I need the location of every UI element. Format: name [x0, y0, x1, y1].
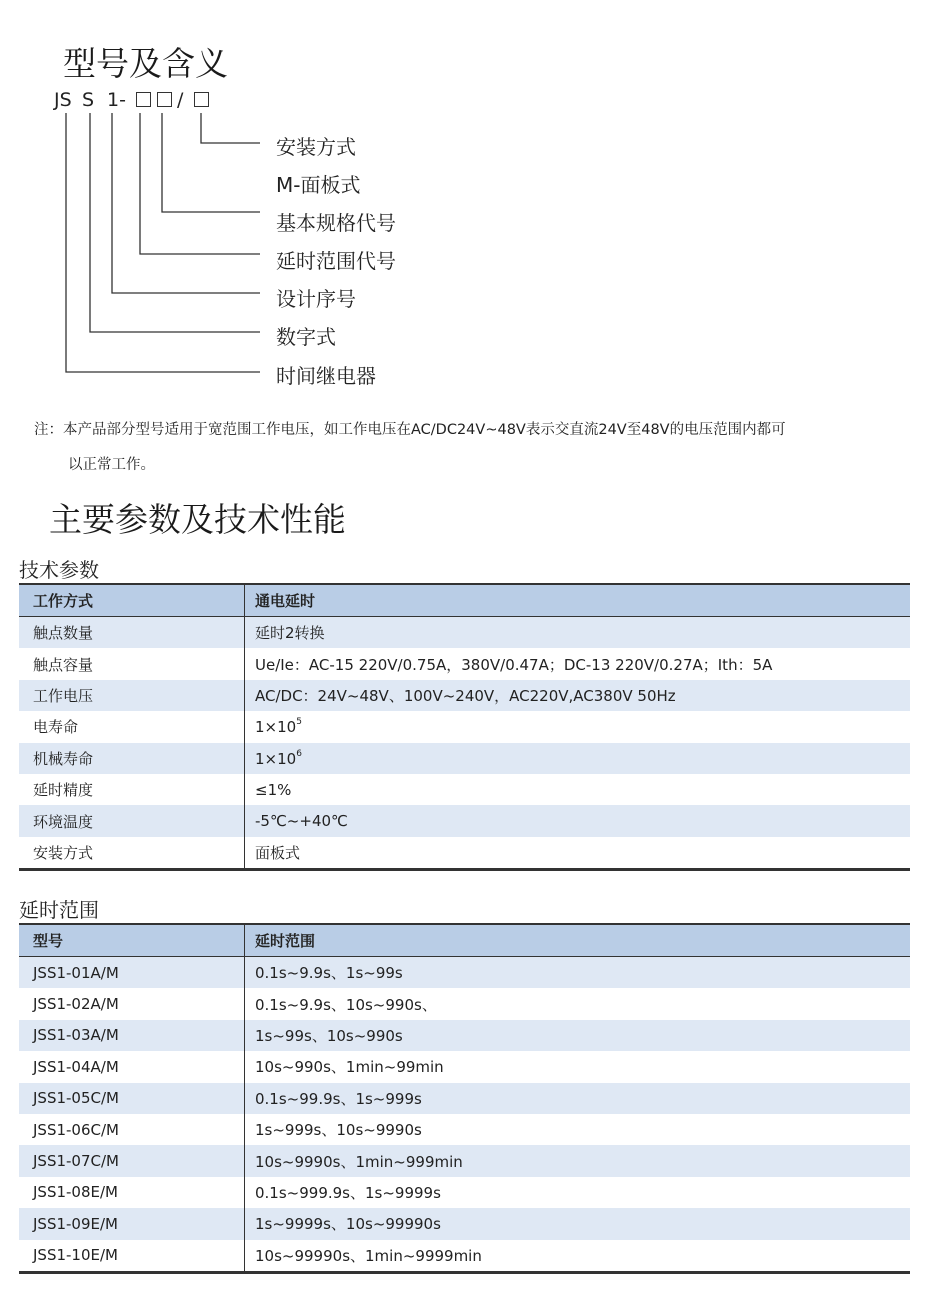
range-cell: 0.1s~9.9s、10s~990s、	[255, 995, 437, 1014]
table-row	[19, 805, 910, 836]
header-cell: 型号	[19, 924, 245, 957]
model-cell: JSS1-04A/M	[19, 1051, 245, 1082]
model-cell: JSS1-01A/M	[19, 957, 245, 989]
model-meaning-connector-lines	[0, 0, 930, 400]
param-value: -5℃~+40℃	[245, 805, 911, 836]
delay-range-heading: 延时范围	[19, 898, 99, 922]
param-value	[245, 743, 911, 774]
range-cell: 1s~999s、10s~9990s	[255, 1121, 422, 1140]
table-row	[19, 988, 910, 1019]
table-header-row	[19, 584, 910, 617]
header-cell: 延时范围	[245, 924, 911, 957]
table-row	[19, 1114, 910, 1145]
param-name: 电寿命	[19, 711, 245, 742]
param-name: 工作电压	[19, 680, 245, 711]
param-value: Ue/Ie：AC-15 220V/0.75A，380V/0.47A；DC-13 220V/0.27A；Ith：5A	[255, 655, 773, 674]
param-value	[245, 711, 911, 742]
note-line-1: 注：本产品部分型号适用于宽范围工作电压，如工作电压在AC/DC24V~48V表示交直流24V至48V的电压范围内都可	[34, 422, 786, 438]
range-cell: 10s~99990s、1min~9999min	[245, 1240, 911, 1272]
header-cell: 工作方式	[19, 584, 245, 617]
code-js: JS	[54, 89, 72, 111]
range-cell: 1s~99s、10s~990s	[245, 1020, 911, 1051]
param-name: 延时精度	[19, 774, 245, 805]
main-params-title: 主要参数及技术性能	[49, 500, 346, 539]
table-row	[19, 1020, 910, 1051]
param-name: 安装方式	[19, 837, 245, 869]
param-value: AC/DC：24V~48V、100V~240V，AC220V,AC380V 50Hz	[245, 680, 911, 711]
model-cell: JSS1-02A/M	[19, 988, 245, 1019]
meaning-panel-mount: M-面板式	[276, 173, 361, 197]
model-cell: JSS1-09E/M	[19, 1208, 245, 1239]
tech-params-table	[19, 583, 910, 870]
model-cell: JSS1-05C/M	[19, 1083, 245, 1114]
param-name: 触点容量	[19, 648, 245, 679]
table-bottom-rule	[19, 1273, 910, 1274]
table-row	[19, 680, 910, 711]
range-cell: 1s~9999s、10s~99990s	[245, 1208, 911, 1239]
param-name: 机械寿命	[19, 743, 245, 774]
meaning-digital: 数字式	[276, 325, 336, 349]
model-meaning-title: 型号及含义	[63, 44, 228, 83]
model-cell: JSS1-10E/M	[19, 1240, 245, 1272]
table-row	[19, 957, 910, 989]
param-value-exponent: 5	[296, 717, 302, 728]
meaning-design-serial: 设计序号	[276, 287, 356, 311]
param-value-exponent: 6	[296, 748, 302, 759]
table-row	[19, 1177, 910, 1208]
table-row	[19, 837, 910, 869]
tech-params-heading: 技术参数	[19, 558, 99, 582]
param-name: 触点数量	[19, 617, 245, 649]
note-line-2: 以正常工作。	[68, 457, 155, 473]
model-cell: JSS1-08E/M	[19, 1177, 245, 1208]
range-cell: 10s~990s、1min~99min	[255, 1058, 444, 1077]
range-cell: 10s~9990s、1min~999min	[245, 1145, 911, 1176]
code-1: 1-	[107, 89, 126, 111]
table-row	[19, 617, 910, 649]
param-value: 延时2转换	[245, 617, 911, 649]
param-value: 面板式	[245, 837, 911, 869]
table-row	[19, 1051, 910, 1082]
delay-range-table	[19, 923, 910, 1273]
param-value-base: 1×10	[255, 718, 297, 737]
range-cell: 0.1s~999.9s、1s~9999s	[255, 1183, 441, 1202]
table-row	[19, 1240, 910, 1272]
table-row	[19, 774, 910, 805]
table-row	[19, 1208, 910, 1239]
meaning-time-relay: 时间继电器	[276, 364, 376, 388]
code-slash: /	[177, 89, 184, 111]
meaning-basic-spec-code: 基本规格代号	[276, 211, 396, 235]
code-s: S	[82, 89, 95, 111]
table-row	[19, 1145, 910, 1176]
table-row	[19, 1083, 910, 1114]
meaning-delay-range-code: 延时范围代号	[276, 249, 396, 273]
param-value-base: 1×10	[255, 749, 297, 768]
param-name: 环境温度	[19, 805, 245, 836]
model-cell: JSS1-07C/M	[19, 1145, 245, 1176]
table-row	[19, 711, 910, 742]
table-bottom-rule	[19, 870, 910, 871]
table-row	[19, 648, 910, 679]
table-header-row	[19, 924, 910, 957]
meaning-mount-method: 安装方式	[276, 135, 356, 159]
table-row	[19, 743, 910, 774]
param-value: ≤1%	[255, 780, 292, 799]
header-cell: 通电延时	[245, 584, 911, 617]
range-cell: 0.1s~9.9s、1s~99s	[245, 957, 911, 989]
range-cell: 0.1s~99.9s、1s~999s	[245, 1083, 911, 1114]
model-cell: JSS1-06C/M	[19, 1114, 245, 1145]
model-cell: JSS1-03A/M	[19, 1020, 245, 1051]
